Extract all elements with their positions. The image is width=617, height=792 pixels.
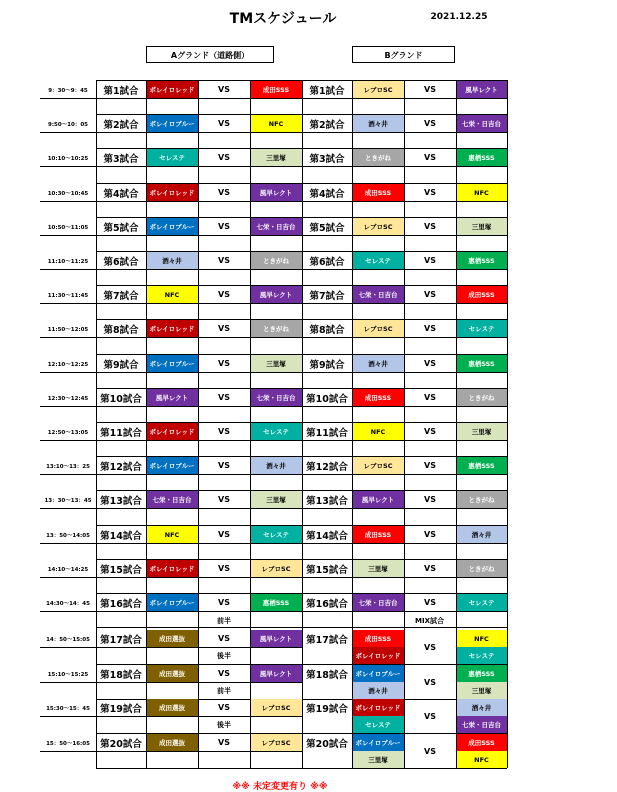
- team-cell: 七栄・日吉台: [250, 389, 302, 406]
- team-cell: ボレイロレッド: [146, 423, 198, 440]
- team-cell: NFC: [146, 286, 198, 303]
- team-cell: 成田SSS: [352, 630, 404, 647]
- vs-label: VS: [218, 324, 230, 333]
- vs-label: VS: [218, 393, 230, 402]
- time-slot: 10:30〜10:45: [47, 190, 89, 197]
- a-game-number: 第15試合: [100, 564, 142, 576]
- vs-label: VS: [424, 711, 436, 721]
- grid-line: [40, 303, 507, 304]
- b-game-number: 第12試合: [306, 461, 348, 473]
- vs-label: VS: [218, 598, 230, 607]
- grid-line: [96, 716, 302, 717]
- time-slot: 13:10〜13：25: [46, 463, 90, 470]
- page-title: TMスケジュール: [229, 11, 337, 27]
- grid-line: [507, 80, 508, 768]
- b-game-number: 第18試合: [306, 669, 348, 681]
- b-game-number: 第20試合: [306, 738, 348, 750]
- vs-label: VS: [218, 427, 230, 436]
- vs-label: VS: [424, 393, 436, 402]
- team-cell: 七栄・日吉台: [352, 286, 404, 303]
- team-cell: NFC: [456, 630, 507, 647]
- team-cell: ときがね: [456, 491, 507, 508]
- vs-label: VS: [424, 495, 436, 504]
- time-slot: 13：50〜14:05: [46, 532, 90, 539]
- team-cell: 風早レクト: [250, 630, 302, 647]
- vs-label: VS: [218, 564, 230, 573]
- vs-label: VS: [424, 598, 436, 607]
- team-cell: ボレイロブルー: [146, 594, 198, 611]
- team-cell: NFC: [352, 423, 404, 440]
- team-cell: 酒々井: [456, 699, 507, 716]
- vs-label: VS: [218, 188, 230, 197]
- time-slot: 12:10〜12:25: [47, 361, 89, 368]
- vs-label: VS: [218, 222, 230, 231]
- team-cell: セレステ: [456, 320, 507, 337]
- vs-label: VS: [218, 256, 230, 265]
- team-cell: 惠栖SSS: [456, 457, 507, 474]
- b-game-number: 第9試合: [309, 359, 345, 371]
- team-cell: 風早レクト: [352, 491, 404, 508]
- grid-line: [40, 474, 507, 475]
- team-cell: ボレイロブルー: [352, 734, 404, 751]
- grid-line: [40, 132, 507, 133]
- team-cell: ときがね: [250, 252, 302, 269]
- vs-label: VS: [424, 359, 436, 368]
- time-slot: 10:50〜11:05: [47, 224, 89, 231]
- a-game-number: 第8試合: [103, 324, 139, 336]
- team-cell: NFC: [456, 751, 507, 768]
- grid-line: [456, 80, 457, 768]
- vs-label: VS: [424, 222, 436, 231]
- grid-line: [96, 751, 302, 752]
- grid-line: [40, 611, 507, 612]
- team-cell: 成田選抜: [146, 699, 198, 716]
- grid-line: [40, 716, 96, 717]
- b-game-number: 第7試合: [309, 290, 345, 302]
- team-cell: 風早レクト: [146, 389, 198, 406]
- vs-label: VS: [218, 461, 230, 470]
- team-cell: 三里塚: [352, 560, 404, 577]
- team-cell: 成田SSS: [352, 184, 404, 201]
- a-game-number: 第1試合: [103, 85, 139, 97]
- team-cell: セレステ: [250, 526, 302, 543]
- vs-label: VS: [424, 427, 436, 436]
- grid-line: [40, 166, 507, 167]
- b-game-number: 第16試合: [306, 598, 348, 610]
- team-cell: 成田SSS: [456, 286, 507, 303]
- time-slot: 14:10〜14:25: [47, 566, 89, 573]
- a-game-number: 第18試合: [100, 669, 142, 681]
- time-slot: 12:50〜13:05: [47, 429, 89, 436]
- time-slot: 14:30〜14：45: [46, 600, 90, 607]
- vs-label: VS: [424, 290, 436, 299]
- team-cell: 三里塚: [250, 355, 302, 372]
- vs-label: VS: [424, 642, 436, 652]
- time-slot: 11:30〜11:45: [47, 292, 89, 299]
- footer-note: ※※ 未定変更有り ※※: [232, 782, 328, 792]
- grid-line: [146, 80, 147, 768]
- grid-line: [404, 80, 405, 768]
- time-slot: 9:50〜10：05: [48, 121, 88, 128]
- team-cell: セレステ: [456, 594, 507, 611]
- team-cell: 成田SSS: [352, 526, 404, 543]
- b-game-number: 第11試合: [306, 427, 348, 439]
- team-cell: ボレイロレッド: [352, 647, 404, 664]
- vs-label: VS: [218, 530, 230, 539]
- time-slot: 11:10〜11:25: [47, 258, 89, 265]
- grid-line: [40, 235, 507, 236]
- grid-line: [198, 80, 199, 768]
- vs-label: VS: [424, 85, 436, 94]
- a-game-number: 第4試合: [103, 188, 139, 200]
- team-cell: セレステ: [352, 716, 404, 733]
- vs-label: VS: [424, 746, 436, 756]
- vs-label: VS: [424, 119, 436, 128]
- vs-label: VS: [218, 634, 230, 643]
- grid-line: [40, 751, 96, 752]
- b-game-number: 第10試合: [306, 393, 348, 405]
- time-slot: 11:50〜12:05: [47, 326, 89, 333]
- b-game-number: 第2試合: [309, 119, 345, 131]
- team-cell: レブロSC: [352, 457, 404, 474]
- a-game-number: 第14試合: [100, 530, 142, 542]
- time-slot: 10:10〜10:25: [47, 155, 89, 162]
- team-cell: 七栄・日吉台: [456, 716, 507, 733]
- mix-label: MIX試合: [415, 616, 444, 625]
- team-cell: 酒々井: [352, 682, 404, 699]
- team-cell: レブロSC: [250, 734, 302, 751]
- team-cell: ボレイロブルー: [146, 457, 198, 474]
- team-cell: 惠栖SSS: [456, 252, 507, 269]
- grid-line: [40, 372, 507, 373]
- team-cell: 三里塚: [456, 218, 507, 235]
- team-cell: セレステ: [456, 647, 507, 664]
- vs-label: VS: [218, 669, 230, 678]
- team-cell: 酒々井: [352, 355, 404, 372]
- vs-label: VS: [424, 461, 436, 470]
- a-game-number: 第2試合: [103, 119, 139, 131]
- team-cell: ボレイロレッド: [146, 184, 198, 201]
- team-cell: 七栄・日吉台: [146, 491, 198, 508]
- a-game-number: 第10試合: [100, 393, 142, 405]
- a-game-number: 第3試合: [103, 153, 139, 165]
- vs-label: VS: [218, 495, 230, 504]
- b-game-number: 第15試合: [306, 564, 348, 576]
- vs-label: VS: [424, 564, 436, 573]
- ground-b-header: Bグランド: [352, 46, 455, 63]
- team-cell: セレステ: [146, 149, 198, 166]
- team-cell: 風早レクト: [250, 665, 302, 682]
- a-game-number: 第9試合: [103, 359, 139, 371]
- team-cell: 酒々井: [146, 252, 198, 269]
- team-cell: レブロSC: [352, 320, 404, 337]
- vs-label: VS: [218, 359, 230, 368]
- team-cell: 三里塚: [456, 423, 507, 440]
- a-game-number: 第6試合: [103, 256, 139, 268]
- team-cell: ボレイロブルー: [146, 355, 198, 372]
- team-cell: NFC: [250, 115, 302, 132]
- vs-label: VS: [424, 530, 436, 539]
- grid-line: [352, 80, 353, 768]
- team-cell: 七栄・日吉台: [456, 115, 507, 132]
- time-slot: 12:30〜12:45: [47, 395, 89, 402]
- team-cell: ボレイロレッド: [146, 81, 198, 98]
- grid-line: [40, 98, 507, 99]
- team-cell: ボレイロレッド: [146, 320, 198, 337]
- grid-line: [40, 201, 507, 202]
- time-slot: 14：50〜15:05: [46, 636, 90, 643]
- half-label: 後半: [217, 720, 231, 729]
- a-game-number: 第7試合: [103, 290, 139, 302]
- a-game-number: 第5試合: [103, 222, 139, 234]
- team-cell: レブロSC: [250, 699, 302, 716]
- team-cell: 酒々井: [456, 526, 507, 543]
- team-cell: ボレイロブルー: [146, 115, 198, 132]
- b-game-number: 第19試合: [306, 703, 348, 715]
- team-cell: 惠栖SSS: [456, 149, 507, 166]
- time-slot: 15：50〜16:05: [46, 740, 90, 747]
- team-cell: 惠栖SSS: [456, 355, 507, 372]
- vs-label: VS: [218, 85, 230, 94]
- time-slot: 15:10〜15:25: [47, 671, 89, 678]
- half-label: 前半: [217, 616, 231, 625]
- a-game-number: 第17試合: [100, 634, 142, 646]
- team-cell: 三里塚: [352, 751, 404, 768]
- team-cell: 酒々井: [250, 457, 302, 474]
- team-cell: 成田SSS: [250, 81, 302, 98]
- team-cell: 成田SSS: [352, 389, 404, 406]
- team-cell: ボレイロレッド: [146, 560, 198, 577]
- grid-line: [40, 647, 96, 648]
- vs-label: VS: [218, 703, 230, 712]
- b-game-number: 第13試合: [306, 495, 348, 507]
- team-cell: NFC: [456, 184, 507, 201]
- time-slot: 15:30〜15：45: [46, 705, 90, 712]
- grid-line: [96, 768, 507, 769]
- team-cell: 惠栖SSS: [456, 665, 507, 682]
- team-cell: ボレイロブルー: [352, 665, 404, 682]
- team-cell: 惠栖SSS: [250, 594, 302, 611]
- grid-line: [302, 80, 303, 768]
- vs-label: VS: [424, 677, 436, 687]
- time-slot: 9：30〜9：45: [48, 87, 88, 94]
- team-cell: 三里塚: [456, 682, 507, 699]
- grid-line: [40, 440, 507, 441]
- team-cell: 七栄・日吉台: [250, 218, 302, 235]
- team-cell: ときがね: [250, 320, 302, 337]
- grid-line: [96, 647, 302, 648]
- vs-label: VS: [424, 256, 436, 265]
- team-cell: 七栄・日吉台: [352, 594, 404, 611]
- grid-line: [96, 682, 302, 683]
- grid-line: [250, 80, 251, 768]
- vs-label: VS: [424, 324, 436, 333]
- team-cell: 三里塚: [250, 491, 302, 508]
- team-cell: セレステ: [250, 423, 302, 440]
- grid-line: [40, 406, 507, 407]
- b-game-number: 第17試合: [306, 634, 348, 646]
- ground-a-header: Aグランド（道路側）: [146, 46, 274, 63]
- team-cell: 風早レクト: [250, 184, 302, 201]
- team-cell: ボレイロレッド: [352, 699, 404, 716]
- vs-label: VS: [424, 153, 436, 162]
- team-cell: 三里塚: [250, 149, 302, 166]
- b-game-number: 第4試合: [309, 188, 345, 200]
- team-cell: 成田選抜: [146, 665, 198, 682]
- team-cell: 風早レクト: [250, 286, 302, 303]
- a-game-number: 第19試合: [100, 703, 142, 715]
- team-cell: 成田選抜: [146, 630, 198, 647]
- team-cell: 酒々井: [352, 115, 404, 132]
- b-game-number: 第6試合: [309, 256, 345, 268]
- team-cell: 成田SSS: [456, 734, 507, 751]
- grid-line: [40, 577, 507, 578]
- team-cell: レブロSC: [352, 81, 404, 98]
- schedule-date: 2021.12.25: [430, 12, 488, 22]
- team-cell: ボレイロブルー: [146, 218, 198, 235]
- vs-label: VS: [218, 290, 230, 299]
- a-game-number: 第13試合: [100, 495, 142, 507]
- b-game-number: 第3試合: [309, 153, 345, 165]
- time-slot: 13：30〜13：45: [44, 497, 92, 504]
- team-cell: レブロSC: [250, 560, 302, 577]
- a-game-number: 第12試合: [100, 461, 142, 473]
- b-game-number: 第8試合: [309, 324, 345, 336]
- grid-line: [40, 269, 507, 270]
- half-label: 前半: [217, 686, 231, 695]
- a-game-number: 第16試合: [100, 598, 142, 610]
- b-game-number: 第5試合: [309, 222, 345, 234]
- vs-label: VS: [424, 188, 436, 197]
- b-game-number: 第14試合: [306, 530, 348, 542]
- team-cell: ときがね: [352, 149, 404, 166]
- vs-label: VS: [218, 738, 230, 747]
- team-cell: NFC: [146, 526, 198, 543]
- b-game-number: 第1試合: [309, 85, 345, 97]
- team-cell: ときがね: [456, 389, 507, 406]
- grid-line: [40, 508, 507, 509]
- team-cell: レブロSC: [352, 218, 404, 235]
- team-cell: 風早レクト: [456, 81, 507, 98]
- team-cell: セレステ: [352, 252, 404, 269]
- team-cell: 成田選抜: [146, 734, 198, 751]
- a-game-number: 第11試合: [100, 427, 142, 439]
- grid-line: [40, 337, 507, 338]
- a-game-number: 第20試合: [100, 738, 142, 750]
- grid-line: [40, 682, 96, 683]
- half-label: 後半: [217, 651, 231, 660]
- vs-label: VS: [218, 153, 230, 162]
- grid-line: [96, 80, 97, 768]
- grid-line: [40, 543, 507, 544]
- vs-label: VS: [218, 119, 230, 128]
- team-cell: ときがね: [456, 560, 507, 577]
